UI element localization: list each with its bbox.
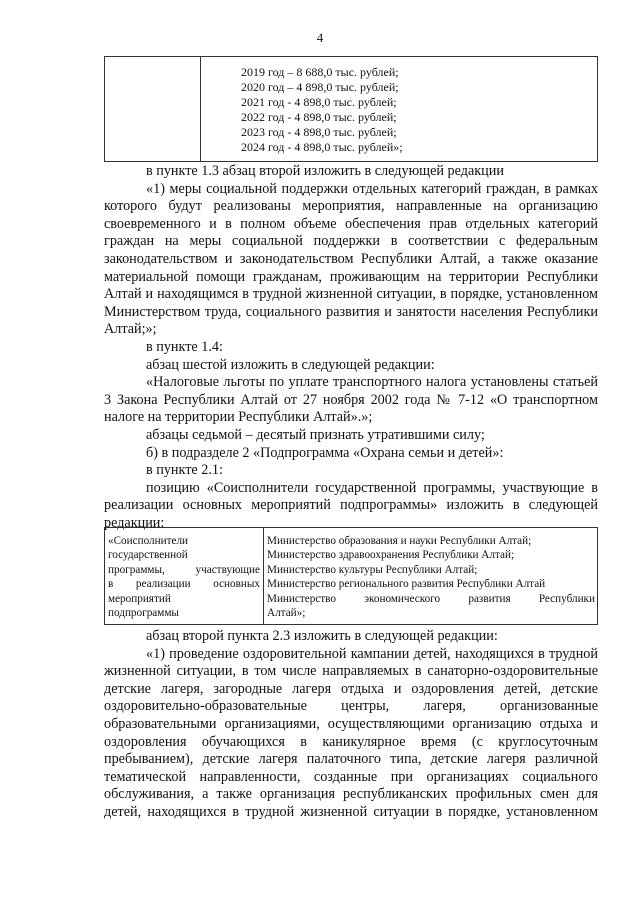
document-body-1 bbox=[104, 163, 598, 532]
funding-line: 2019 год – 8 688,0 тыс. рублей; bbox=[241, 65, 399, 79]
cell-line: Министерство регионального развития Республики Алтай bbox=[267, 578, 546, 591]
table-divider bbox=[263, 528, 264, 624]
paragraph: абзац второй пункта 2.3 изложить в следующей редакции: bbox=[146, 628, 498, 644]
funding-line: 2022 год - 4 898,0 тыс. рублей; bbox=[241, 110, 397, 124]
funding-line: 2021 год - 4 898,0 тыс. рублей; bbox=[241, 95, 397, 109]
cell-line: Алтай»; bbox=[267, 607, 306, 620]
cell-line: подпрограммы bbox=[108, 607, 179, 620]
cell-line: Министерство экономического развития Республики bbox=[267, 592, 595, 605]
funding-line: 2020 год – 4 898,0 тыс. рублей; bbox=[241, 80, 399, 94]
cell-line: в реализации основных bbox=[108, 578, 260, 591]
table-left-cell bbox=[108, 534, 260, 620]
paragraph: в пункте 1.3 абзац второй изложить в следующей редакции bbox=[146, 163, 504, 179]
cell-line: мероприятий bbox=[108, 592, 171, 605]
cell-line: программы, участвующие bbox=[108, 563, 260, 576]
paragraph: «1) меры социальной поддержки отдельных категорий граждан, в рамках которого будут реализованы мероприятия, направленные на организацию своевременного и в полном объеме обеспечения прав отдельных категорий граждан на меры социальной поддержки в соответствии с федеральным законодательством и законодательством Республики Алтай, а также оказание материальной помощи гражданам, проживающим на территории Республики Алтай и находящимся в трудной жизненной ситуации, в порядке, установленном Министерством труда, социального развития и занятости населения Республики Алтай;»; bbox=[104, 180, 598, 338]
paragraph: «Налоговые льготы по уплате транспортного налога установлены статьей 3 Закона Республики Алтай от 27 ноября 2002 года № 7-12 «О транспортном налоге на территории Республики Алтай».»; bbox=[104, 374, 598, 426]
funding-table bbox=[104, 56, 598, 162]
funding-line: 2023 год - 4 898,0 тыс. рублей; bbox=[241, 125, 397, 139]
paragraph: позицию «Соисполнители государственной программы, участвующие в реализации основных мероприятий подпрограммы» изложить в следующей редакции: bbox=[104, 479, 598, 531]
page-number: 4 bbox=[316, 30, 324, 45]
cell-line: государственной bbox=[108, 549, 188, 562]
cell-line: «Соисполнители bbox=[108, 535, 189, 547]
cell-line: Министерство культуры Республики Алтай; bbox=[267, 563, 478, 576]
paragraph: б) в подразделе 2 «Подпрограмма «Охрана семьи и детей»: bbox=[146, 444, 504, 461]
cell-line: Министерство образования и науки Республики Алтай; bbox=[267, 535, 532, 547]
funding-lines bbox=[241, 65, 403, 155]
table-divider bbox=[200, 57, 201, 161]
paragraph: абзац шестой изложить в следующей редакции: bbox=[146, 356, 435, 373]
paragraph: в пункте 1.4: bbox=[146, 338, 223, 355]
coexecutors-table bbox=[104, 527, 598, 625]
paragraph: «1) проведение оздоровительной кампании детей, находящихся в трудной жизненной ситуации, в том числе направляемых в санаторно-оздоровительные детские лагеря, загородные лагеря отдыха и оздоровления детей, детские оздоровительно-образовательные центры, лагеря, организованные образовательными организациями, осуществляющими организацию отдыха и оздоровления обучающихся в каникулярное время (с круглосуточным пребыванием), детские лагеря палаточного типа, детские лагеря различной тематической направленности, созданные при организациях социального обслуживания, а также организация республиканских профильных смен для детей, находящихся в трудной жизненной ситуации в порядке, установленном bbox=[104, 645, 598, 820]
document-body-2 bbox=[104, 628, 598, 822]
cell-line: Министерство здравоохранения Республики Алтай; bbox=[267, 549, 515, 562]
paragraph: в пункте 2.1: bbox=[146, 462, 223, 479]
funding-line: 2024 год - 4 898,0 тыс. рублей»; bbox=[241, 140, 403, 154]
paragraph: абзацы седьмой – десятый признать утратившими силу; bbox=[146, 426, 485, 443]
table-right-cell bbox=[267, 534, 595, 620]
